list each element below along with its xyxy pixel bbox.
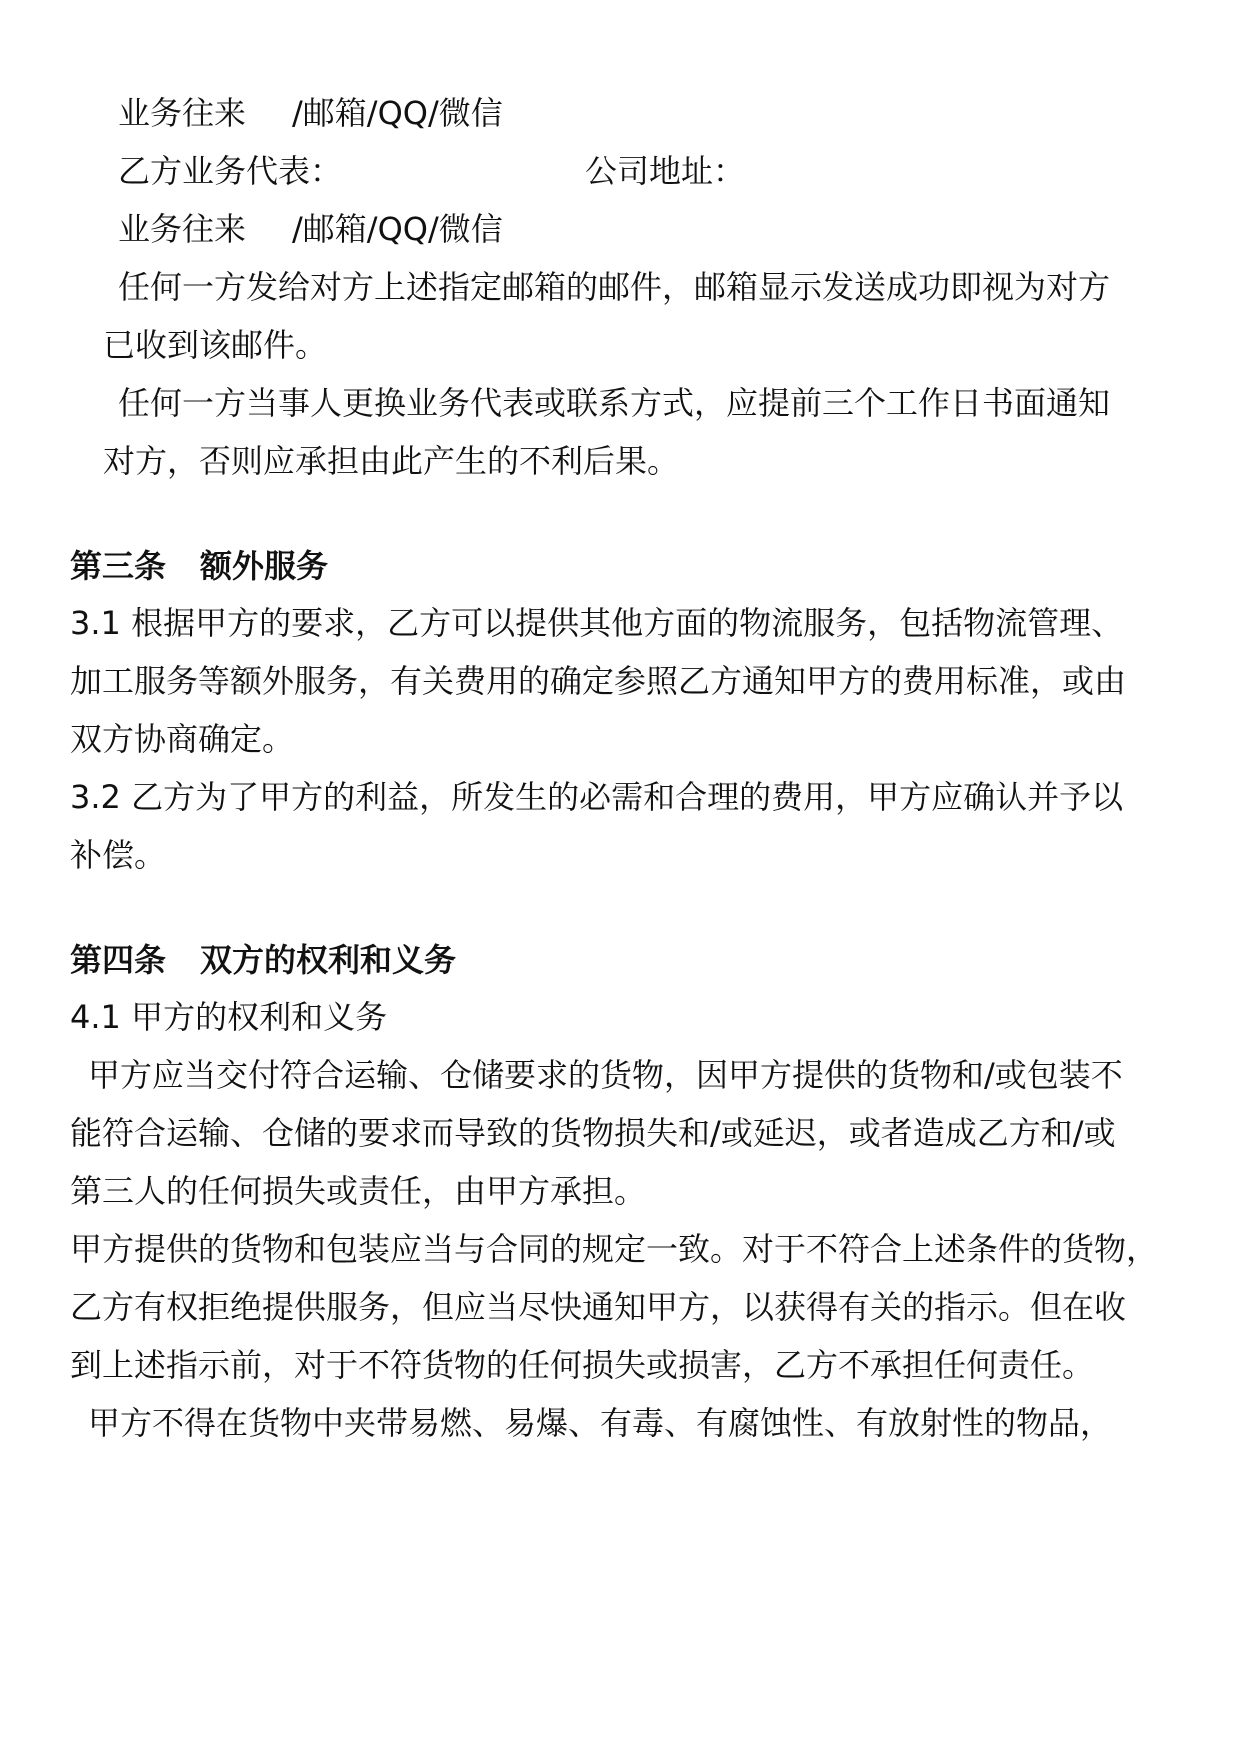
article-number: 第三条: [70, 547, 167, 585]
contact-line-2: [118, 151, 342, 191]
clause-4-1-p1-line-1: 甲方应当交付符合运输、仓储要求的货物，因甲方提供的货物和/或包装不: [88, 1056, 1123, 1094]
contact-methods-text: /邮箱/QQ/微信: [292, 210, 503, 248]
contact-line-3: [118, 209, 503, 249]
business-contact-label: 业务往来: [118, 94, 247, 132]
company-address-label: 公司地址：: [585, 152, 746, 190]
clause-3-2-line-1: 3.2 乙方为了甲方的利益，所发生的必需和合理的费用，甲方应确认并予以: [70, 778, 1124, 816]
clause-3-1-line-3: 双方协商确定。: [70, 720, 295, 758]
clause-4-1-p1-line-2: 能符合运输、仓储的要求而导致的货物损失和/或延迟，或者造成乙方和/或: [70, 1114, 1116, 1152]
clause-4-1-p2-line-1: 甲方提供的货物和包装应当与合同的规定一致。对于不符合上述条件的货物，: [70, 1230, 1159, 1268]
contact-methods-text: /邮箱/QQ/微信: [292, 94, 503, 132]
clause-3-1-line-1: 3.1 根据甲方的要求，乙方可以提供其他方面的物流服务，包括物流管理、: [70, 604, 1124, 642]
clause-4-1-p2-line-3: 到上述指示前，对于不符货物的任何损失或损害，乙方不承担任何责任。: [70, 1346, 1095, 1384]
contact-line-1: [118, 93, 503, 133]
article-title: 额外服务: [200, 547, 329, 585]
clause-3-1-line-2: 加工服务等额外服务，有关费用的确定参照乙方通知甲方的费用标准，或由: [70, 662, 1127, 700]
clause-4-1-title: 4.1 甲方的权利和义务: [70, 998, 388, 1036]
email-note-line-2: 已收到该邮件。: [103, 326, 328, 364]
change-note-line-1: 任何一方当事人更换业务代表或联系方式，应提前三个工作日书面通知: [118, 384, 1111, 422]
article-number: 第四条: [70, 941, 167, 979]
clause-3-2-line-2: 补偿。: [70, 836, 167, 874]
article-title: 双方的权利和义务: [200, 941, 457, 979]
article-4-heading: [70, 940, 456, 980]
party-b-rep-label: 乙方业务代表：: [118, 152, 343, 190]
clause-4-1-p1-line-3: 第三人的任何损失或责任，由甲方承担。: [70, 1172, 647, 1210]
article-3-heading: [70, 546, 328, 586]
clause-4-1-p3-line-1: 甲方不得在货物中夹带易燃、易爆、有毒、有腐蚀性、有放射性的物品，: [88, 1404, 1113, 1442]
email-note-line-1: 任何一方发给对方上述指定邮箱的邮件，邮箱显示发送成功即视为对方: [118, 268, 1111, 306]
company-address-line: [585, 151, 745, 191]
business-contact-label: 业务往来: [118, 210, 247, 248]
clause-4-1-p2-line-2: 乙方有权拒绝提供服务，但应当尽快通知甲方，以获得有关的指示。但在收: [70, 1288, 1127, 1326]
change-note-line-2: 对方，否则应承担由此产生的不利后果。: [103, 442, 680, 480]
